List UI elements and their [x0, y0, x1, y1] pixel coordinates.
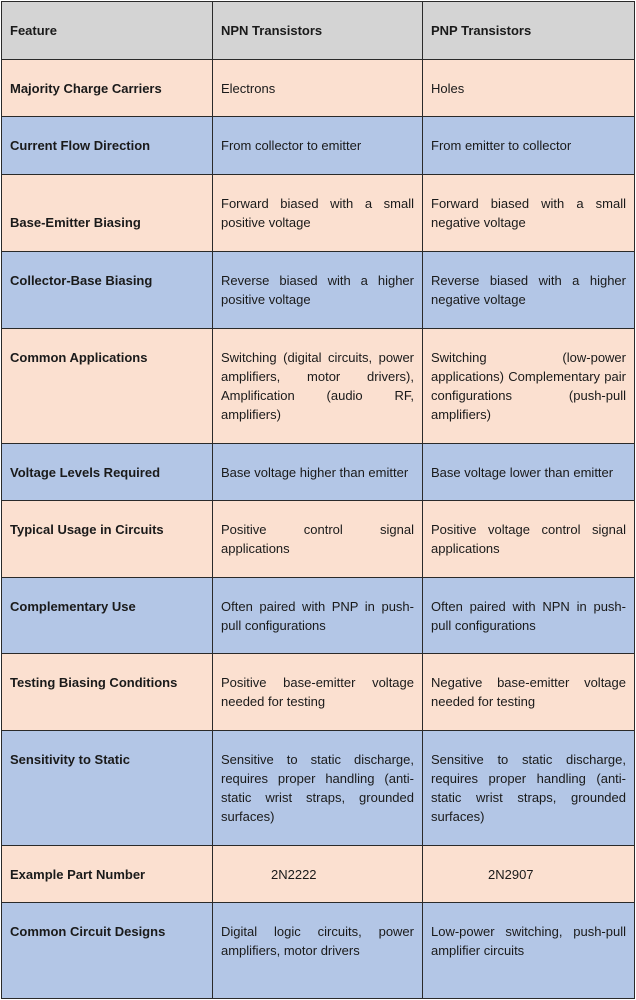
table-row — [2, 654, 635, 731]
comparison-table — [1, 1, 635, 999]
npn-cell: Electrons — [213, 60, 423, 117]
pnp-cell: Holes — [423, 60, 635, 117]
header-npn: NPN Transistors — [213, 2, 423, 60]
table-row — [2, 846, 635, 903]
table-row — [2, 329, 635, 444]
feature-cell: Typical Usage in Circuits — [2, 501, 213, 578]
npn-cell: Switching (digital circuits, power amplifiers, motor drivers), Amplification (audio RF, amplifiers) — [213, 329, 423, 444]
pnp-cell: From emitter to collector — [423, 117, 635, 175]
feature-cell: Common Applications — [2, 329, 213, 444]
feature-cell: Voltage Levels Required — [2, 444, 213, 501]
pnp-cell: Negative base-emitter voltage needed for testing — [423, 654, 635, 731]
pnp-cell: Reverse biased with a higher negative voltage — [423, 252, 635, 329]
pnp-cell: Sensitive to static discharge, requires proper handling (anti-static wrist straps, grounded surfaces) — [423, 731, 635, 846]
table-row — [2, 117, 635, 175]
npn-cell: Reverse biased with a higher positive voltage — [213, 252, 423, 329]
npn-cell: 2N2222 — [213, 846, 423, 903]
feature-cell: Sensitivity to Static — [2, 731, 213, 846]
pnp-cell: Often paired with NPN in push-pull configurations — [423, 578, 635, 654]
npn-cell: Forward biased with a small positive voltage — [213, 175, 423, 252]
feature-cell: Collector-Base Biasing — [2, 252, 213, 329]
npn-cell: Positive base-emitter voltage needed for testing — [213, 654, 423, 731]
table-row — [2, 903, 635, 999]
header-row — [2, 2, 635, 60]
feature-cell: Complementary Use — [2, 578, 213, 654]
feature-cell: Current Flow Direction — [2, 117, 213, 175]
npn-cell: Base voltage higher than emitter — [213, 444, 423, 501]
pnp-cell: Switching (low-power applications) Complementary pair configurations (push-pull amplifiers) — [423, 329, 635, 444]
npn-cell: From collector to emitter — [213, 117, 423, 175]
table-row — [2, 252, 635, 329]
feature-cell: Testing Biasing Conditions — [2, 654, 213, 731]
feature-cell: Majority Charge Carriers — [2, 60, 213, 117]
npn-cell: Digital logic circuits, power amplifiers, motor drivers — [213, 903, 423, 999]
table-row — [2, 60, 635, 117]
npn-cell: Often paired with PNP in push-pull configurations — [213, 578, 423, 654]
table-row — [2, 444, 635, 501]
feature-cell: Example Part Number — [2, 846, 213, 903]
feature-cell: Common Circuit Designs — [2, 903, 213, 999]
table-row — [2, 731, 635, 846]
header-feature: Feature — [2, 2, 213, 60]
pnp-cell: Low-power switching, push-pull amplifier circuits — [423, 903, 635, 999]
table-row — [2, 578, 635, 654]
pnp-cell: 2N2907 — [423, 846, 635, 903]
pnp-cell: Forward biased with a small negative voltage — [423, 175, 635, 252]
table-row — [2, 501, 635, 578]
npn-cell: Sensitive to static discharge, requires proper handling (anti-static wrist straps, grounded surfaces) — [213, 731, 423, 846]
pnp-cell: Base voltage lower than emitter — [423, 444, 635, 501]
pnp-cell: Positive voltage control signal applications — [423, 501, 635, 578]
header-pnp: PNP Transistors — [423, 2, 635, 60]
table-row — [2, 175, 635, 252]
feature-cell: Base-Emitter Biasing — [2, 175, 213, 252]
npn-cell: Positive control signal applications — [213, 501, 423, 578]
